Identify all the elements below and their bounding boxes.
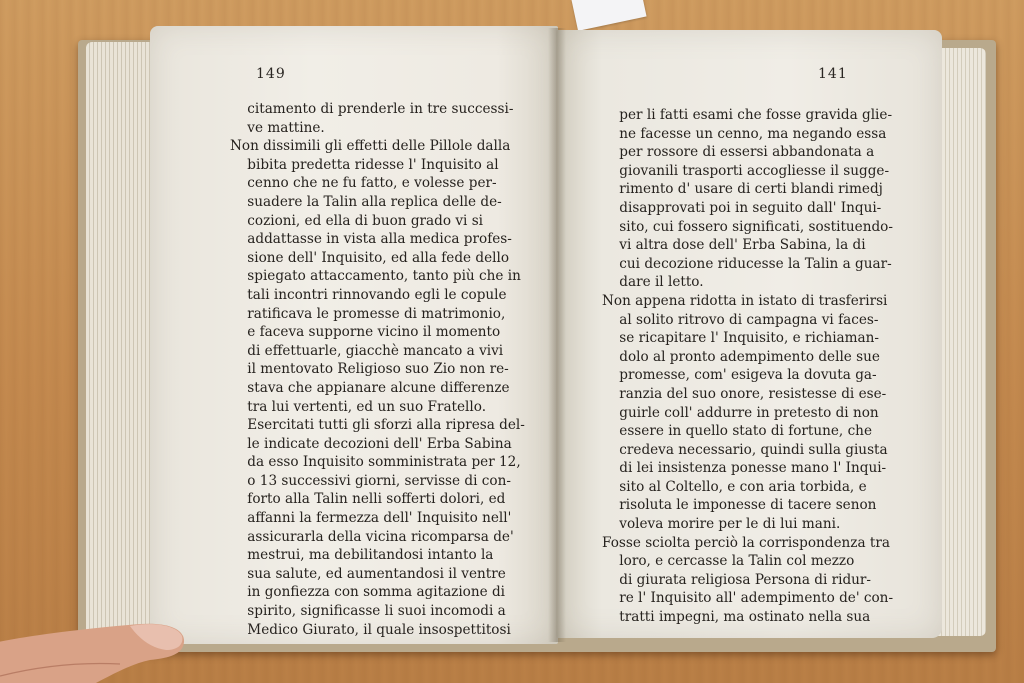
text-line: disapprovati poi in seguito dall' Inqui- [602,199,882,216]
text-line: tra lui vertenti, ed un suo Fratello. [230,398,487,415]
text-line: stava che appianare alcune differenze [230,379,510,396]
text-line: ve mattine. [230,119,325,136]
text-line: e faceva supporne vicino il momento [230,324,501,341]
text-line: cui decozione riducesse la Talin a guar- [602,255,892,272]
text-line: tali incontri rinnovando egli le copule [230,286,507,303]
text-line: citamento di prenderle in tre successi- [230,101,514,117]
text-line: essere in quello stato di fortune, che [602,423,872,440]
text-line: ne facesse un cenno, ma negando essa [602,125,887,142]
left-page-text [230,100,525,639]
text-line: giovanili trasporti accogliesse il sugge- [602,162,890,179]
text-line: rimento d' usare di certi blandi rimedj [602,181,883,198]
text-line: di giurata religiosa Persona di ridur- [602,571,872,588]
text-line: affanni la fermezza dell' Inquisito nell' [230,510,512,527]
text-line: se ricapitare l' Inquisito, e richiaman- [602,330,879,347]
text-line: spirito, significasse li suoi incomodi a [230,603,506,620]
text-line: cozioni, ed ella di buon grado vi si [230,212,484,229]
text-line: risoluta le imponesse di tacere senon [602,497,877,514]
text-line: forto alla Talin nelli sofferti dolori, ed [230,491,506,508]
text-line: al solito ritrovo di campagna vi faces- [602,311,879,328]
text-line: per li fatti esami che fosse gravida glie- [602,107,893,123]
text-line: Fosse sciolta perciò la corrispondenza tra [602,534,890,551]
paper-slip [571,0,646,31]
text-line: sito al Coltello, e con aria torbida, e [602,478,867,495]
text-line: dolo al pronto adempimento delle sue [602,348,880,365]
text-line: da esso Inquisito somministrata per 12, [230,454,521,471]
text-line: mestrui, ma debilitandosi intanto la [230,547,494,564]
right-page-text [602,106,893,627]
left-page [150,26,558,644]
text-line: cenno che ne fu fatto, e volesse per- [230,175,497,192]
text-line: in gonfiezza con somma agitazione di [230,584,506,601]
text-line: di effettuarle, giacchè mancato a vivi [230,342,504,359]
left-page-number: 149 [256,66,286,82]
text-line: Esercitati tutti gli sforzi alla ripresa del- [230,417,525,434]
text-line: sito, cui fossero significati, sostituendo- [602,218,893,235]
text-line: ranzia del suo onore, resistesse di ese- [602,385,887,402]
text-line: addattasse in vista alla medica profes- [230,231,512,248]
text-line: per rossore di essersi abbandonata a [602,144,875,161]
text-line: il mentovato Religioso suo Zio non re- [230,361,509,378]
text-line: suadere la Talin alla replica delle de- [230,193,502,210]
text-line: tratti impegni, ma ostinato nella sua [602,609,871,626]
text-line: ratificava le promesse di matrimonio, [230,305,506,322]
right-page-number: 141 [818,66,848,82]
text-line: le indicate decozioni dell' Erba Sabina [230,435,512,452]
thumb-image [0,606,210,683]
text-line: Non dissimili gli effetti delle Pillole dalla [230,138,511,155]
text-line: guirle coll' addurre in pretesto di non [602,404,879,421]
text-line: dare il letto. [602,274,704,291]
right-page [556,30,942,638]
book-gutter [548,28,566,642]
text-line: re l' Inquisito all' adempimento de' con- [602,590,894,607]
text-line: promesse, com' esigeva la dovuta ga- [602,367,877,384]
text-line: vi altra dose dell' Erba Sabina, la di [602,237,866,254]
text-line: di lei insistenza ponesse mano l' Inqui- [602,460,887,477]
text-line: assicurarla della vicina ricomparsa de' [230,528,514,545]
text-line: voleva morire per le di lui mani. [602,516,841,533]
text-line: loro, e cercasse la Talin col mezzo [602,553,855,570]
text-line: bibita predetta ridesse l' Inquisito al [230,156,499,173]
text-line: sione dell' Inquisito, ed alla fede dello [230,249,510,266]
text-line: o 13 successivi giorni, servisse di con- [230,472,511,489]
text-line: Non appena ridotta in istato di trasferirsi [602,292,888,309]
text-line: sua salute, ed aumentandosi il ventre [230,565,506,582]
text-line: credeva necessario, quindi sulla giusta [602,441,888,458]
text-line: spiegato attaccamento, tanto più che in [230,268,521,285]
text-line: Medico Giurato, il quale insospettitosi [230,621,511,638]
